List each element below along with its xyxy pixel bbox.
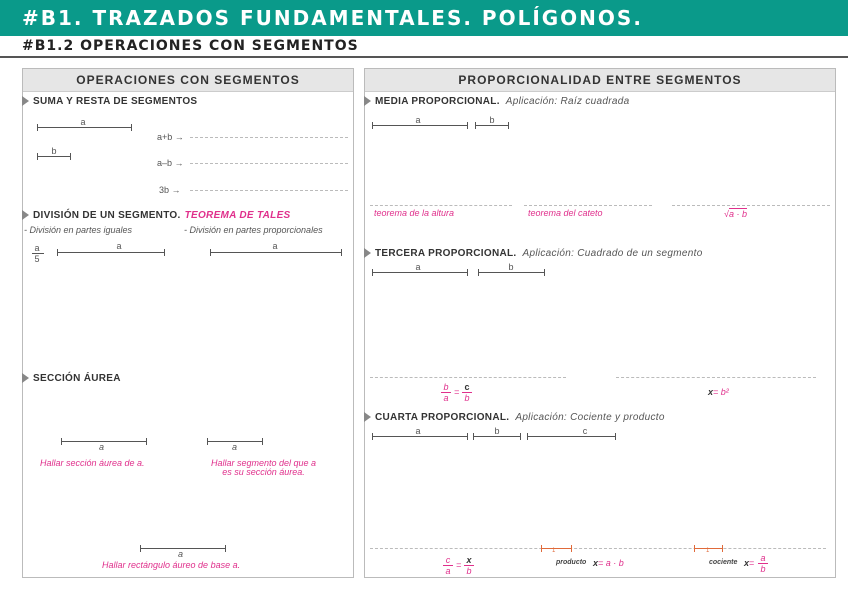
page-subtitle: #B1.2 OPERACIONES CON SEGMENTOS [22, 38, 359, 54]
division-seg-right [210, 252, 342, 253]
media-seg-a [372, 125, 468, 126]
division-seg-left [57, 252, 165, 253]
media-line-3 [672, 205, 830, 206]
cociente-unit-tick-left [694, 545, 695, 552]
aurea-caption-2-line1: Hallar segmento del que a [210, 458, 317, 468]
media-line-1 [370, 205, 512, 206]
result-diff-line [190, 163, 348, 164]
tercera-application: Aplicación: Cuadrado de un segmento [522, 248, 703, 259]
result-sum-text: a+b [157, 132, 173, 142]
arrow-right-icon [364, 96, 371, 106]
tercera-frac1-den: a [443, 393, 449, 403]
cociente-x: x [744, 558, 750, 568]
cuarta-heading [364, 412, 665, 423]
segment-a [37, 127, 132, 128]
media-caption-cateto: teorema del cateto [528, 208, 603, 218]
aurea-caption-2-line2: es su sección áurea. [222, 467, 305, 477]
producto-unit-label: 1 [552, 548, 556, 554]
tercera-frac1-num: b [443, 382, 449, 392]
tercera-seg-a [372, 272, 468, 273]
result-diff-text: a–b [157, 158, 173, 168]
division-equal-label: - División en partes iguales [24, 225, 133, 235]
result-sum-line [190, 137, 348, 138]
subtitle-underline [0, 56, 848, 58]
result-3b-text: 3b [159, 185, 170, 195]
seg-a-label: a [80, 117, 86, 127]
fraction-numerator: a [34, 243, 40, 253]
result-3b-label: 3b → [159, 185, 181, 195]
suma-heading [22, 96, 197, 107]
producto-unit-segment [541, 548, 571, 549]
arrow-right-icon [364, 248, 371, 258]
media-seg-a-label: a [415, 115, 421, 125]
cociente-unit-label: 1 [706, 548, 710, 554]
cuarta-frac2-num: x [466, 555, 472, 565]
arrow-right-icon [22, 96, 29, 106]
tales-label: TEOREMA DE TALES [184, 210, 291, 221]
right-panel [364, 68, 836, 578]
result-3b-line [190, 190, 348, 191]
division-proportional-label: - División en partes proporcionales [184, 225, 323, 235]
aurea-caption-3: Hallar rectángulo áureo de base a. [102, 560, 241, 570]
division-seg-left-label: a [116, 241, 122, 251]
cuarta-seg-b [473, 436, 521, 437]
division-heading-text: DIVISIÓN DE UN SEGMENTO. [33, 210, 181, 221]
tercera-seg-b-label: b [508, 262, 514, 272]
cociente-unit-tick-right [722, 545, 723, 552]
suma-heading-text: SUMA Y RESTA DE SEGMENTOS [33, 96, 198, 107]
cuarta-seg-a-label: a [415, 426, 421, 436]
tercera-line-1 [370, 377, 566, 378]
media-caption-sqrt: √a · b [724, 209, 747, 219]
tercera-heading [364, 248, 703, 259]
producto-expr: = a · b [598, 558, 624, 568]
producto-unit-tick-right [571, 545, 572, 552]
cuarta-seg-c [527, 436, 616, 437]
media-seg-b [475, 125, 509, 126]
producto-unit-tick-left [541, 545, 542, 552]
media-heading-text: MEDIA PROPORCIONAL. [375, 96, 500, 107]
left-panel [22, 68, 354, 578]
arrow-right-icon [364, 412, 371, 422]
cuarta-seg-a [372, 436, 468, 437]
media-heading [364, 96, 629, 107]
producto-label: producto [556, 559, 587, 566]
cociente-frac-num: a [760, 553, 766, 563]
page-title: #B1. TRAZADOS FUNDAMENTALES. POLÍGONOS. [22, 6, 643, 30]
sqrt-argument: a · b [728, 209, 747, 219]
cociente-frac-den: b [760, 564, 766, 574]
cuarta-frac2-den: b [466, 566, 472, 576]
cuarta-seg-c-label: c [582, 426, 588, 436]
result-sum-label: a+b → [157, 132, 184, 142]
media-seg-b-label: b [489, 115, 495, 125]
division-heading [22, 210, 291, 221]
media-application: Aplicación: Raíz cuadrada [505, 96, 630, 107]
producto-x: x [593, 558, 599, 568]
cociente-label: cociente [709, 559, 738, 566]
cuarta-application: Aplicación: Cociente y producto [515, 412, 665, 423]
left-panel-title: OPERACIONES CON SEGMENTOS [23, 69, 353, 92]
aurea-caption-1: Hallar sección áurea de a. [40, 458, 145, 468]
tercera-seg-a-label: a [415, 262, 421, 272]
tercera-seg-b [478, 272, 545, 273]
aurea-seg-2-label: a [232, 442, 238, 452]
cociente-eq: = [749, 558, 755, 568]
tercera-result-expr: = b² [713, 387, 729, 397]
title-bar [0, 0, 848, 36]
aurea-seg-1-label: a [99, 442, 105, 452]
media-line-2 [524, 205, 652, 206]
cuarta-eq: = [456, 560, 462, 570]
tercera-eq: = [454, 387, 460, 397]
arrow-right-icon [22, 210, 29, 220]
right-panel-title: PROPORCIONALIDAD ENTRE SEGMENTOS [365, 69, 835, 92]
arrow-right-icon [22, 373, 29, 383]
tercera-frac2-den: b [464, 393, 470, 403]
aurea-seg-3-label: a [178, 549, 184, 559]
segment-b [37, 156, 71, 157]
tercera-result [708, 387, 729, 397]
tercera-frac2-num: c [464, 382, 470, 392]
cuarta-line [370, 548, 826, 549]
media-caption-altura: teorema de la altura [374, 208, 455, 218]
tercera-result-x: x [708, 387, 714, 397]
tercera-heading-text: TERCERA PROPORCIONAL. [375, 248, 517, 259]
fraction-denominator: 5 [34, 254, 40, 264]
aurea-heading-text: SECCIÓN ÁUREA [33, 373, 121, 384]
tercera-line-2 [616, 377, 816, 378]
division-seg-right-label: a [272, 241, 278, 251]
seg-b-label: b [51, 146, 57, 156]
result-diff-label: a–b → [157, 158, 184, 168]
cuarta-heading-text: CUARTA PROPORCIONAL. [375, 412, 510, 423]
producto-formula [593, 558, 624, 568]
cociente-formula [744, 558, 754, 568]
cuarta-seg-b-label: b [494, 426, 500, 436]
aurea-heading [22, 373, 121, 384]
cuarta-frac1-num: c [445, 555, 451, 565]
cuarta-frac1-den: a [445, 566, 451, 576]
